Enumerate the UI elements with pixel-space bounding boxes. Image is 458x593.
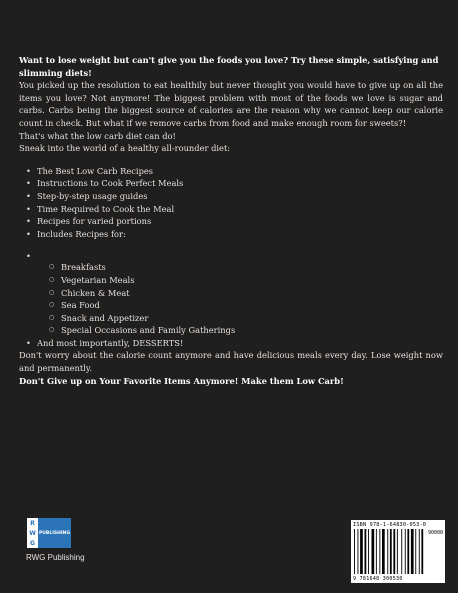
barcode-bar (421, 529, 423, 574)
tagline: That's what the low carb diet can do! (19, 130, 176, 141)
recipe-list (49, 261, 443, 337)
feature-list (19, 165, 443, 262)
barcode-digits: 9 781648 300530 (353, 576, 403, 582)
barcode-bar (379, 529, 380, 574)
logo-letter: G (30, 539, 35, 547)
publisher-name: RWG Publishing (26, 553, 85, 562)
barcode-bar (354, 529, 355, 574)
feature-item: • Recipes for varied portions (19, 215, 443, 228)
barcode-bars (354, 529, 424, 574)
recipe-item: ○ Snack and Appetizer (49, 312, 443, 325)
recipe-item: ○ Breakfasts (49, 261, 443, 274)
recipe-item: ○ Vegetarian Meals (49, 274, 443, 287)
barcode-bar (368, 529, 369, 574)
barcode-bar (360, 529, 363, 574)
logo-letter: W (29, 529, 36, 537)
feature-list-end (19, 337, 443, 350)
barcode-bar (419, 529, 420, 574)
logo-letter-column (27, 518, 38, 548)
barcode-bar (411, 529, 414, 574)
barcode-bar (405, 529, 406, 574)
feature-item: • Step-by-step usage guides (19, 190, 443, 203)
barcode-bar (365, 529, 367, 574)
feature-item: • Time Required to Cook the Meal (19, 203, 443, 216)
barcode-bar (393, 529, 395, 574)
feature-item: • Includes Recipes for: (19, 228, 443, 241)
barcode-bar (387, 529, 388, 574)
feature-item: • The Best Low Carb Recipes (19, 165, 443, 178)
barcode-bar (407, 529, 409, 574)
logo-letter: R (30, 519, 35, 527)
recipe-item: ○ Chicken & Meat (49, 287, 443, 300)
headline: Want to lose weight but can't give you the foods you love? Try these simple, satisfying and slimming diets! (19, 55, 439, 78)
slogan: Don't Give up on Your Favorite Items Anymore! Make them Low Carb! (19, 375, 344, 386)
feature-item-desserts: • And most importantly, DESSERTS! (19, 337, 443, 350)
price-code: 90000 (427, 530, 443, 536)
barcode-bar (415, 529, 416, 574)
barcode-bar (390, 529, 392, 574)
feature-item: • Instructions to Cook Perfect Meals (19, 177, 443, 190)
logo-text: PUBLISHING (38, 518, 71, 548)
intro-paragraph: You picked up the resolution to eat healthily but never thought you would have to give up on all the items you love? Not anymore! The biggest problem with most of the foods we love is sugar and carbs. Carbs being the biggest source of calories are the reason why we cannot keep our calorie count in check. But what if we remove carbs from food and make enough room for sweets?! (19, 80, 443, 128)
barcode-bar (376, 529, 377, 574)
list-intro: Sneak into the world of a healthy all-rounder diet: (19, 143, 231, 154)
isbn-label: ISBN 978-1-64830-053-0 (353, 522, 427, 528)
publisher-logo (27, 518, 71, 548)
barcode-bar (372, 529, 375, 574)
barcode-bar (401, 529, 402, 574)
barcode-bar (397, 529, 398, 574)
recipes-group-bullet (19, 250, 443, 261)
isbn-barcode (351, 520, 445, 583)
recipe-item: ○ Special Occasions and Family Gatherings (49, 324, 443, 337)
barcode-bar (358, 529, 359, 574)
recipe-item: ○ Sea Food (49, 299, 443, 312)
closing-paragraph: Don't worry about the calorie count anymore and have delicious meals every day. Lose weight now and permanently. (19, 350, 443, 374)
back-cover-text (19, 54, 443, 387)
barcode-bar (382, 529, 385, 574)
